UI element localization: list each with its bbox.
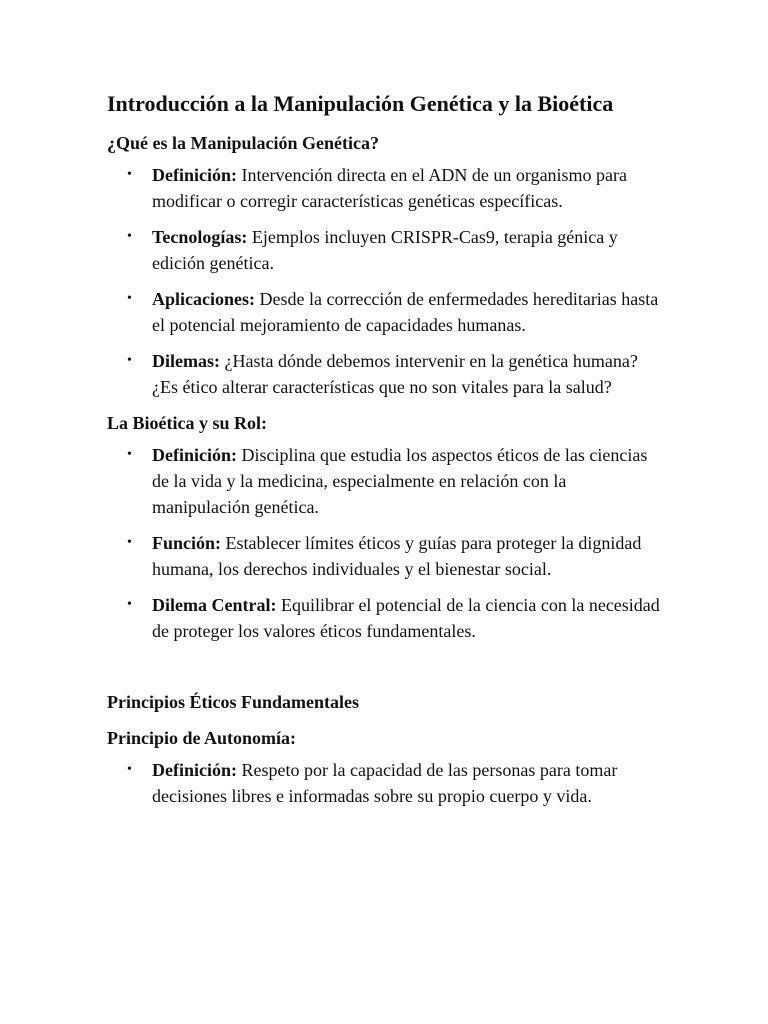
list-item-term: Aplicaciones: <box>152 289 255 309</box>
bullet-icon: • <box>127 291 132 306</box>
section-spacer <box>107 654 668 689</box>
list-item-term: Tecnologías: <box>152 227 248 247</box>
list-item-text: Respeto por la capacidad de las personas para tomar decisiones libres e informadas sobre su propio cuerpo y vida. <box>152 760 618 806</box>
bullet-icon: • <box>127 762 132 777</box>
list-item <box>107 592 668 644</box>
list-item-text: Equilibrar el potencial de la ciencia con la necesidad de proteger los valores éticos fundamentales. <box>152 595 660 641</box>
bullet-icon: • <box>127 229 132 244</box>
list-item-term: Dilema Central: <box>152 595 277 615</box>
list-item <box>107 224 668 276</box>
bullet-list-bioetica <box>107 442 668 644</box>
bullet-list-manipulacion <box>107 162 668 400</box>
list-item-text: ¿Hasta dónde debemos intervenir en la genética humana? ¿Es ético alterar características que no son vitales para la salud? <box>152 351 638 397</box>
list-item-text: Intervención directa en el ADN de un organismo para modificar o corregir características genéticas específicas. <box>152 165 628 211</box>
list-item-term: Definición: <box>152 760 237 780</box>
list-item-text: Establecer límites éticos y guías para proteger la dignidad humana, los derechos individuales y el bienestar social. <box>152 533 642 579</box>
section-heading-bioetica: La Bioética y su Rol: <box>107 413 267 433</box>
list-item-text: Ejemplos incluyen CRISPR-Cas9, terapia génica y edición genética. <box>152 227 618 273</box>
list-item <box>107 757 668 809</box>
bullet-icon: • <box>127 167 132 182</box>
section-heading-principios: Principios Éticos Fundamentales <box>107 692 360 712</box>
list-item-text: Disciplina que estudia los aspectos éticos de las ciencias de la vida y la medicina, especialmente en relación con la manipulación genética. <box>152 445 648 517</box>
list-item <box>107 162 668 214</box>
section-heading-autonomia: Principio de Autonomía: <box>107 728 297 748</box>
bullet-list-autonomia <box>107 757 668 809</box>
document-title: Introducción a la Manipulación Genética y la Bioética <box>107 91 614 116</box>
list-item <box>107 286 668 338</box>
bullet-icon: • <box>127 353 132 368</box>
list-item <box>107 530 668 582</box>
list-item-term: Función: <box>152 533 222 553</box>
bullet-icon: • <box>127 597 132 612</box>
bullet-icon: • <box>127 535 132 550</box>
list-item-text: Desde la corrección de enfermedades hereditarias hasta el potencial mejoramiento de capacidades humanas. <box>152 289 659 335</box>
section-heading-manipulacion: ¿Qué es la Manipulación Genética? <box>107 133 379 153</box>
list-item <box>107 348 668 400</box>
list-item <box>107 442 668 520</box>
list-item-term: Definición: <box>152 445 237 465</box>
list-item-term: Dilemas: <box>152 351 220 371</box>
list-item-term: Definición: <box>152 165 237 185</box>
bullet-icon: • <box>127 447 132 462</box>
